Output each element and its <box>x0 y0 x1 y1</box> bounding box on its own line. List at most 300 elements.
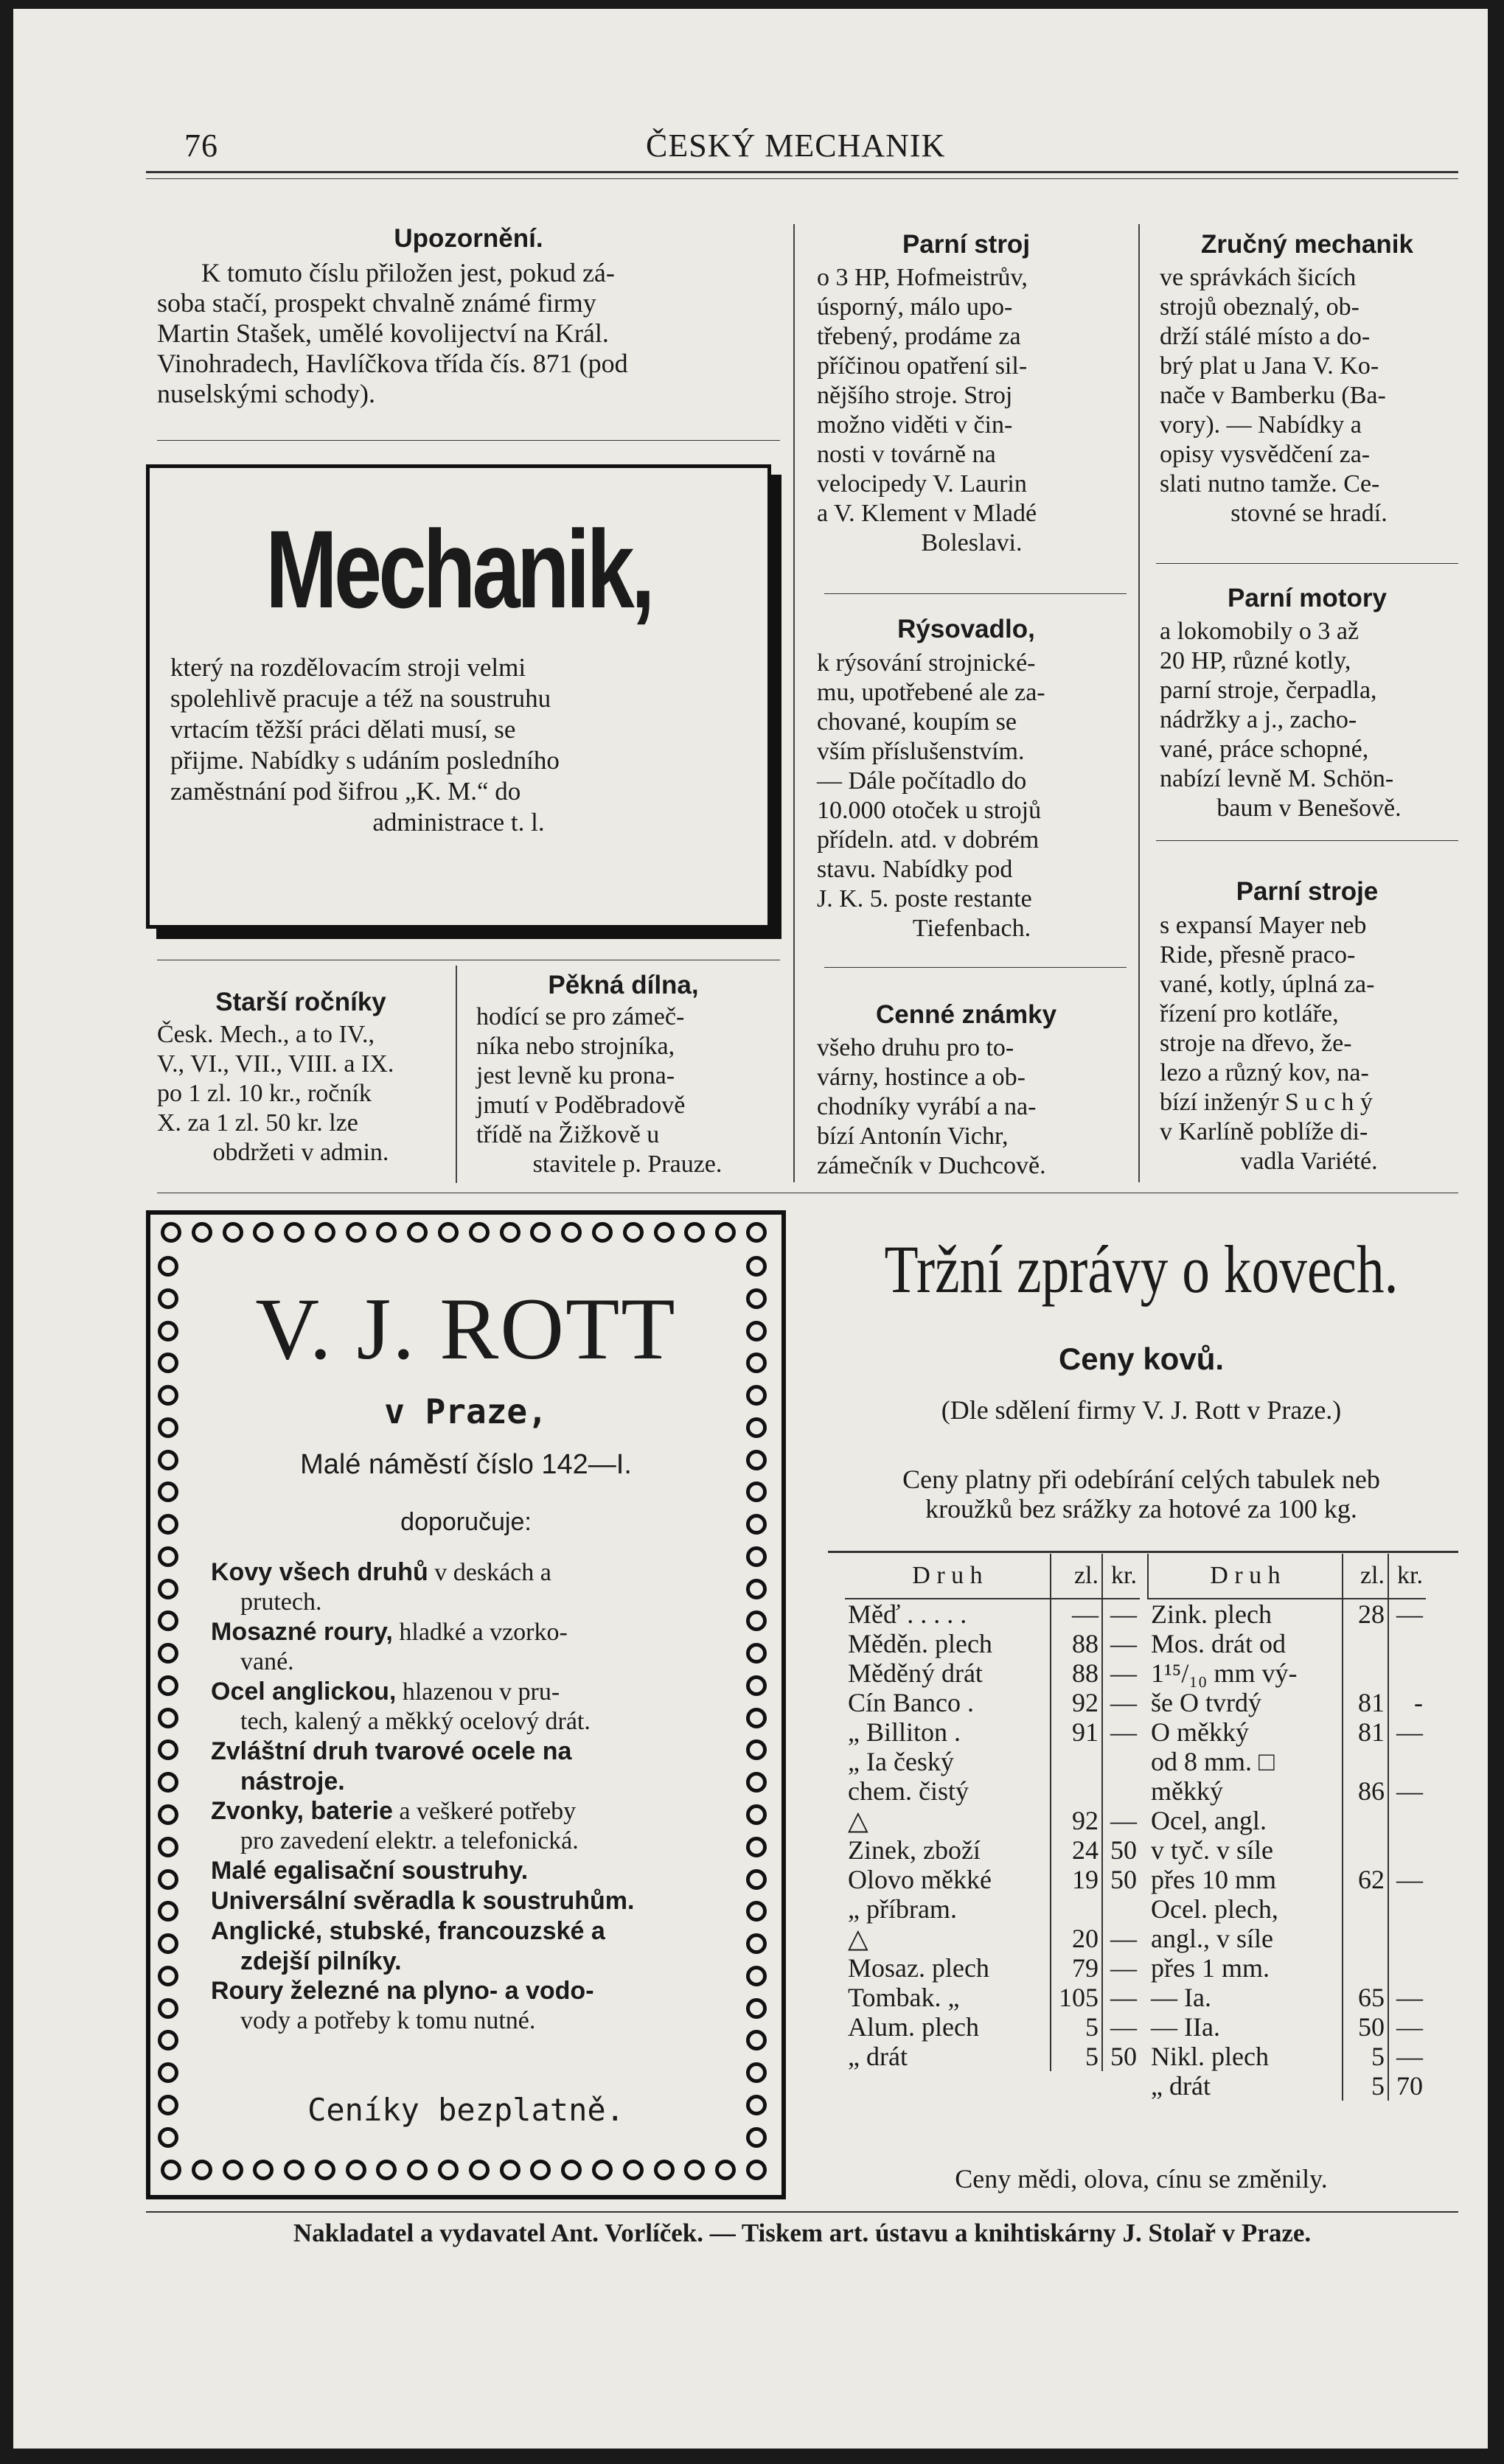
table-row <box>845 1688 1140 1717</box>
ring-ornament <box>158 2095 178 2115</box>
ring-ornament <box>158 1256 178 1277</box>
ring-ornament <box>438 1222 459 1243</box>
cell-name: v tyč. v síle <box>1151 1835 1273 1865</box>
cell-kr: — <box>1388 1776 1426 1806</box>
text-line: o 3 HP, Hofmeistrův, <box>817 264 1028 291</box>
item-bold: Zvonky, baterie <box>211 1797 393 1825</box>
table-row <box>845 1865 1140 1894</box>
cell-kr: - <box>1388 1688 1426 1717</box>
cell-name: chem. čistý <box>848 1776 969 1806</box>
text-line: vrtacím těžší práci dělati musí, se <box>170 715 516 744</box>
rott-item-cont: tech, kalený a měkký ocelový drát. <box>240 1708 591 1735</box>
text-line: — Dále počítadlo do <box>817 767 1027 795</box>
ring-ornament <box>158 1321 178 1341</box>
cell-zl <box>1051 1894 1102 1924</box>
cell-zl: 88 <box>1051 1629 1102 1658</box>
text-line: kroužků bez srážky za hotové za 100 kg. <box>925 1494 1357 1524</box>
divider <box>824 967 1127 968</box>
text-line: chodníky vyrábí a na- <box>817 1093 1037 1120</box>
table-row <box>845 1924 1140 1953</box>
item-rest: v deskách a <box>428 1559 551 1586</box>
cell-name: Mosaz. plech <box>848 1953 989 1983</box>
ring-ornament <box>746 1739 767 1760</box>
table-row <box>845 1776 1140 1806</box>
cell-zl: 105 <box>1051 1983 1102 2012</box>
text-line: Boleslavi. <box>921 529 1023 556</box>
table-row <box>845 1717 1140 1747</box>
table-row <box>845 1806 1140 1835</box>
rott-item <box>211 1886 727 1916</box>
cell-zl: 19 <box>1051 1865 1102 1894</box>
publisher-line: Nakladatel a vydavatel Ant. Vorlíček. — Tiskem art. ústavu a knihtiskárny J. Stolař v Praze. <box>293 2219 1312 2247</box>
ring-ornament <box>346 1222 366 1243</box>
ring-ornament <box>158 1481 178 1502</box>
text-line: ve správkách šicích <box>1160 264 1357 291</box>
ring-ornament <box>746 1675 767 1696</box>
rott-item <box>211 1677 727 1707</box>
ring-ornament <box>158 1933 178 1954</box>
cell-kr: — <box>1102 2012 1140 2042</box>
market-source: (Dle sdělení firmy V. J. Rott v Praze.) <box>941 1395 1342 1425</box>
text-line: drží stálé místo a do- <box>1160 323 1371 350</box>
cell-zl: 5 <box>1343 2071 1388 2101</box>
page-number: 76 <box>184 128 218 164</box>
ring-ornament <box>223 2160 243 2180</box>
text-line: třebený, prodáme za <box>817 323 1021 350</box>
text-line: vané, kotly, úplná za- <box>1160 971 1375 998</box>
item-bold: Universální svěradla k soustruhům. <box>211 1887 635 1915</box>
parni-stroj-text <box>817 263 1127 558</box>
text-line: várny, hostince a ob- <box>817 1064 1026 1091</box>
text-line: obdržeti v admin. <box>212 1139 389 1166</box>
upozorneni-title: Upozornění. <box>394 224 543 253</box>
cell-name: přes 1 mm. <box>1151 1953 1270 1983</box>
rott-item-cont: vané. <box>240 1648 294 1675</box>
cell-zl: 81 <box>1343 1717 1388 1747</box>
table-row <box>1148 2012 1426 2042</box>
table-row <box>845 1894 1140 1924</box>
item-bold: Anglické, stubské, francouzské a <box>211 1917 605 1945</box>
cell-zl <box>1343 1924 1388 1953</box>
cell-name: Ocel. plech, <box>1151 1894 1278 1924</box>
ring-ornament <box>746 1385 767 1406</box>
rott-city: v Praze, <box>384 1392 548 1431</box>
ring-ornament <box>654 2160 675 2180</box>
table-row <box>845 1983 1140 2012</box>
col-header-kr: kr. <box>1388 1554 1426 1599</box>
text-line: a V. Klement v Mladé <box>817 500 1037 527</box>
parni-stroje-text <box>1160 911 1458 1176</box>
text-line: v Karlíně poblíže di- <box>1160 1118 1368 1145</box>
text-line: administrace t. l. <box>372 808 545 837</box>
cenne-znamky-text <box>817 1033 1127 1181</box>
text-line: soba stačí, prospekt chvalně známé firmy <box>157 288 596 318</box>
cell-zl: 24 <box>1051 1835 1102 1865</box>
rott-item <box>211 1737 727 1767</box>
text-line: Tiefenbach. <box>912 915 1031 942</box>
item-bold: Kovy všech druhů <box>211 1558 428 1586</box>
cell-name: △ <box>848 1806 868 1835</box>
ring-ornament <box>746 1222 767 1243</box>
cell-kr: — <box>1388 1983 1426 2012</box>
text-line: příčinou opatření sil- <box>817 352 1028 380</box>
ring-ornament <box>158 2062 178 2083</box>
item-rest: hlazenou v pru- <box>396 1678 560 1706</box>
ring-ornament <box>746 1256 767 1277</box>
mechanik-text <box>170 652 747 838</box>
divider <box>824 593 1127 594</box>
ring-ornament <box>623 2160 644 2180</box>
text-line: nádržky a j., zacho- <box>1160 706 1357 733</box>
ring-border-right <box>746 1256 768 2148</box>
cell-zl <box>1343 1806 1388 1835</box>
col-header-druh: D r u h <box>1148 1554 1343 1599</box>
ring-ornament <box>253 1222 274 1243</box>
text-line: po 1 zl. 10 kr., ročník <box>157 1080 372 1107</box>
ring-ornament <box>746 1901 767 1922</box>
rott-name: V. J. ROTT <box>255 1280 677 1378</box>
ring-ornament <box>746 1579 767 1599</box>
rysovadlo-text <box>817 649 1127 943</box>
rysovadlo-title: Rýsovadlo, <box>897 615 1035 643</box>
cell-kr: — <box>1102 1983 1140 2012</box>
market-note <box>817 1465 1466 1524</box>
cell-zl: 92 <box>1051 1806 1102 1835</box>
text-line: a lokomobily o 3 až <box>1160 618 1359 645</box>
ring-ornament <box>469 1222 490 1243</box>
ring-ornament <box>561 1222 582 1243</box>
cell-name: angl., v síle <box>1151 1924 1273 1953</box>
rott-address: Malé náměstí číslo 142—I. <box>300 1449 632 1480</box>
price-table-right <box>1147 1554 1426 2101</box>
text-line: úsporný, málo upo- <box>817 293 1013 321</box>
cell-kr: — <box>1102 1924 1140 1953</box>
text-line: velocipedy V. Laurin <box>817 470 1027 498</box>
ring-ornament <box>376 2160 397 2180</box>
pekna-dilna-text <box>476 1002 779 1179</box>
ring-ornament <box>500 2160 521 2180</box>
cell-name: Nikl. plech <box>1151 2042 1269 2071</box>
table-row <box>1148 1924 1426 1953</box>
cell-zl: 65 <box>1343 1983 1388 2012</box>
ring-border-bottom <box>161 2160 767 2180</box>
ring-ornament <box>158 1579 178 1599</box>
cell-zl: 92 <box>1051 1688 1102 1717</box>
journal-title: ČESKÝ MECHANIK <box>646 128 946 164</box>
cell-name: 1¹⁵/₁₀ mm vý- <box>1151 1658 1298 1688</box>
parni-motory-title: Parní motory <box>1228 584 1387 612</box>
cell-name: Měď . . . . . <box>848 1599 967 1629</box>
table-row <box>845 1599 1140 1629</box>
cell-kr: — <box>1388 1717 1426 1747</box>
ring-ornament <box>158 1708 178 1728</box>
cell-name: přes 10 mm <box>1151 1865 1276 1894</box>
column-divider <box>456 966 457 1183</box>
ring-ornament <box>530 1222 551 1243</box>
ring-border-top <box>161 1222 767 1243</box>
text-line: opisy vysvědčení za- <box>1160 441 1371 468</box>
ring-ornament <box>592 1222 613 1243</box>
ring-ornament <box>158 1675 178 1696</box>
text-line: chované, koupím se <box>817 708 1017 736</box>
rott-item <box>211 1796 727 1826</box>
table-row <box>845 1953 1140 1983</box>
text-line: lezo a různý kov, na- <box>1160 1059 1369 1086</box>
table-header-row <box>1148 1554 1426 1599</box>
ring-ornament <box>158 1966 178 1986</box>
ring-ornament <box>407 2160 428 2180</box>
rott-recommends: doporučuje: <box>400 1508 532 1536</box>
ring-ornament <box>161 1222 181 1243</box>
ring-ornament <box>746 2030 767 2051</box>
ring-ornament <box>746 1546 767 1567</box>
cell-name: Olovo měkké <box>848 1865 992 1894</box>
table-row <box>1148 1717 1426 1747</box>
cell-kr: — <box>1388 2042 1426 2071</box>
ring-ornament <box>253 2160 274 2180</box>
cell-zl <box>1343 1658 1388 1688</box>
cell-kr <box>1102 1747 1140 1776</box>
text-line: brý plat u Jana V. Ko- <box>1160 352 1379 380</box>
ring-ornament <box>158 1385 178 1406</box>
ring-ornament <box>376 1222 397 1243</box>
text-line: jmutí v Poděbradově <box>476 1092 686 1119</box>
text-line: bízí inženýr S u c h ý <box>1160 1089 1373 1116</box>
rott-item <box>211 1856 727 1886</box>
table-row <box>845 1747 1140 1776</box>
ring-ornament <box>746 1772 767 1793</box>
table-row <box>1148 2071 1426 2101</box>
zrucny-mechanik-text <box>1160 263 1458 528</box>
text-line: spolehlivě pracuje a též na soustruhu <box>170 684 551 713</box>
upozorneni-text <box>157 258 780 409</box>
parni-motory-text <box>1160 617 1458 823</box>
cell-kr: 50 <box>1102 1835 1140 1865</box>
text-line: vané, práce schopné, <box>1160 736 1369 763</box>
ring-ornament <box>715 2160 736 2180</box>
cell-kr <box>1388 1924 1426 1953</box>
text-line: parní stroje, čerpadla, <box>1160 677 1377 704</box>
text-line: nuselskými schody). <box>157 379 375 408</box>
table-row <box>1148 1835 1426 1865</box>
ring-ornament <box>192 1222 212 1243</box>
item-bold: Malé egalisační soustruhy. <box>211 1857 529 1885</box>
cell-kr: — <box>1102 1599 1140 1629</box>
ring-ornament <box>407 1222 428 1243</box>
table-header-row <box>845 1554 1140 1599</box>
cell-name: „ Ia český <box>848 1747 954 1776</box>
text-line: s expansí Mayer neb <box>1160 912 1367 939</box>
zrucny-mechanik-title: Zručný mechanik <box>1201 230 1413 259</box>
ring-ornament <box>746 1966 767 1986</box>
cell-name: „ příbram. <box>848 1894 957 1924</box>
ring-ornament <box>158 1417 178 1438</box>
ring-ornament <box>284 1222 304 1243</box>
cell-zl: 86 <box>1343 1776 1388 1806</box>
cell-name: Měděn. plech <box>848 1629 992 1658</box>
table-row <box>1148 1688 1426 1717</box>
ring-ornament <box>158 1901 178 1922</box>
table-row <box>1148 1983 1426 2012</box>
cell-name: — Ia. <box>1151 1983 1211 2012</box>
ring-ornament <box>746 1804 767 1825</box>
table-row <box>1148 1599 1426 1629</box>
text-line: hodící se pro zámeč- <box>476 1003 685 1030</box>
text-line: stavu. Nabídky pod <box>817 856 1013 883</box>
text-line: K tomuto číslu přiložen jest, pokud zá- <box>201 258 615 287</box>
cell-zl: 81 <box>1343 1688 1388 1717</box>
ring-ornament <box>469 2160 490 2180</box>
cell-name: Měděný drát <box>848 1658 983 1688</box>
text-line: zámečník v Duchcově. <box>817 1152 1046 1179</box>
table-row <box>1148 1894 1426 1924</box>
rott-item <box>211 1976 727 2006</box>
table-row <box>845 1658 1140 1688</box>
cell-kr <box>1388 1629 1426 1658</box>
ring-ornament <box>530 2160 551 2180</box>
rott-item-cont: nástroje. <box>240 1767 345 1795</box>
cell-zl: 5 <box>1051 2042 1102 2071</box>
ring-ornament <box>158 1869 178 1890</box>
cell-kr: — <box>1102 1688 1140 1717</box>
cell-zl <box>1343 1835 1388 1865</box>
ring-ornament <box>746 1417 767 1438</box>
cell-kr: — <box>1102 1629 1140 1658</box>
text-line: J. K. 5. poste restante <box>817 885 1032 912</box>
text-line: nosti v továrně na <box>817 441 996 468</box>
ring-ornament <box>315 2160 335 2180</box>
ring-ornament <box>315 1222 335 1243</box>
text-line: bízí Antonín Vichr, <box>817 1123 1009 1150</box>
text-line: Vinohradech, Havlíčkova třída čís. 871 (pod <box>157 349 628 378</box>
cell-kr <box>1102 1894 1140 1924</box>
cell-kr: — <box>1388 2012 1426 2042</box>
rott-item-cont: zdejší pilníky. <box>240 1947 402 1975</box>
ring-ornament <box>158 1998 178 2019</box>
ring-ornament <box>746 1450 767 1470</box>
ring-ornament <box>746 1708 767 1728</box>
table-row <box>1148 1806 1426 1835</box>
text-line: strojů obeznalý, ob- <box>1160 293 1359 321</box>
cell-name: O měkký <box>1151 1717 1249 1747</box>
text-line: stroje na dřevo, že- <box>1160 1030 1352 1057</box>
table-row <box>845 1835 1140 1865</box>
newspaper-page <box>13 9 1488 2449</box>
market-title: Tržní zprávy o kovech. <box>884 1232 1399 1307</box>
cell-name: Zinek, zboží <box>848 1835 981 1865</box>
cell-kr <box>1388 1894 1426 1924</box>
ring-ornament <box>715 1222 736 1243</box>
cell-kr: 70 <box>1388 2071 1426 2101</box>
cell-zl <box>1051 1776 1102 1806</box>
text-line: přídeln. atd. v dobrém <box>817 826 1040 854</box>
text-line: který na rozdělovacím stroji velmi <box>170 653 526 682</box>
cell-name: „ drát <box>848 2042 908 2071</box>
column-divider <box>1138 224 1140 1182</box>
cell-zl: 88 <box>1051 1658 1102 1688</box>
cell-zl: 5 <box>1343 2042 1388 2071</box>
cell-zl <box>1343 1953 1388 1983</box>
header-rule-thin <box>146 178 1458 179</box>
text-line: nějšího stroje. Stroj <box>817 382 1013 409</box>
ring-ornament <box>746 2095 767 2115</box>
ring-ornament <box>746 1933 767 1954</box>
ring-ornament <box>746 1481 767 1502</box>
parni-stroje-title: Parní stroje <box>1236 877 1379 906</box>
col-header-zl: zl. <box>1343 1554 1388 1599</box>
ring-ornament <box>746 1998 767 2019</box>
ring-ornament <box>561 2160 582 2180</box>
rott-item-cont: vody a potřeby k tomu nutné. <box>240 2007 536 2034</box>
cell-name: △ <box>848 1924 868 1953</box>
text-line: X. za 1 zl. 50 kr. lze <box>157 1109 358 1137</box>
ring-ornament <box>746 2062 767 2083</box>
ring-ornament <box>158 1546 178 1567</box>
ring-ornament <box>158 1837 178 1857</box>
text-line: Martin Stašek, umělé kovolijectví na Král. <box>157 318 609 348</box>
cell-name: še O tvrdý <box>1151 1688 1261 1717</box>
text-line: možno viděti v čin- <box>817 411 1013 439</box>
ring-ornament <box>746 1869 767 1890</box>
text-line: zaměstnání pod šifrou „K. M.“ do <box>170 777 521 806</box>
cell-zl: 62 <box>1343 1865 1388 1894</box>
ring-ornament <box>158 1739 178 1760</box>
text-line: stavitele p. Prauze. <box>532 1151 723 1178</box>
item-rest: hladké a vzorko- <box>392 1619 568 1646</box>
market-subtitle: Ceny kovů. <box>1058 1341 1225 1376</box>
market-closing: Ceny mědi, olova, cínu se změnily. <box>955 2164 1328 2193</box>
ring-ornament <box>746 2127 767 2148</box>
text-line: mu, upotřebené ale za- <box>817 679 1045 706</box>
cell-zl: — <box>1051 1599 1102 1629</box>
cell-kr: 50 <box>1102 2042 1140 2071</box>
rott-item <box>211 1916 727 1947</box>
ring-ornament <box>746 1321 767 1341</box>
cell-name: Alum. plech <box>848 2012 979 2042</box>
pekna-dilna-title: Pěkná dílna, <box>548 971 699 999</box>
cell-zl <box>1343 1747 1388 1776</box>
cell-zl: 20 <box>1051 1924 1102 1953</box>
text-line: baum v Benešově. <box>1216 795 1402 822</box>
table-row <box>1148 1658 1426 1688</box>
cell-zl: 79 <box>1051 1953 1102 1983</box>
cell-name: Tombak. „ <box>848 1983 960 2012</box>
ring-border-left <box>158 1256 180 2148</box>
cell-kr <box>1388 1953 1426 1983</box>
ring-ornament <box>746 2160 767 2180</box>
cenne-znamky-title: Cenné známky <box>875 1000 1057 1029</box>
ring-ornament <box>158 1610 178 1631</box>
cell-name: Ocel, angl. <box>1151 1806 1267 1835</box>
text-line: vory). — Nabídky a <box>1160 411 1362 439</box>
text-line: vadla Variété. <box>1240 1148 1378 1175</box>
ring-ornament <box>684 1222 705 1243</box>
column-divider <box>793 224 795 1182</box>
table-row <box>845 2042 1140 2071</box>
cell-name: — IIa. <box>1151 2012 1220 2042</box>
ring-ornament <box>746 1288 767 1309</box>
col-header-druh: D r u h <box>845 1554 1051 1599</box>
cell-kr: 50 <box>1102 1865 1140 1894</box>
table-row <box>1148 1747 1426 1776</box>
ring-ornament <box>684 2160 705 2180</box>
price-table-left-body <box>845 1599 1140 2071</box>
footer-rule <box>146 2211 1458 2213</box>
table-row <box>1148 1865 1426 1894</box>
cell-kr <box>1102 1776 1140 1806</box>
cell-kr <box>1388 1747 1426 1776</box>
price-table-right-body <box>1148 1599 1426 2101</box>
